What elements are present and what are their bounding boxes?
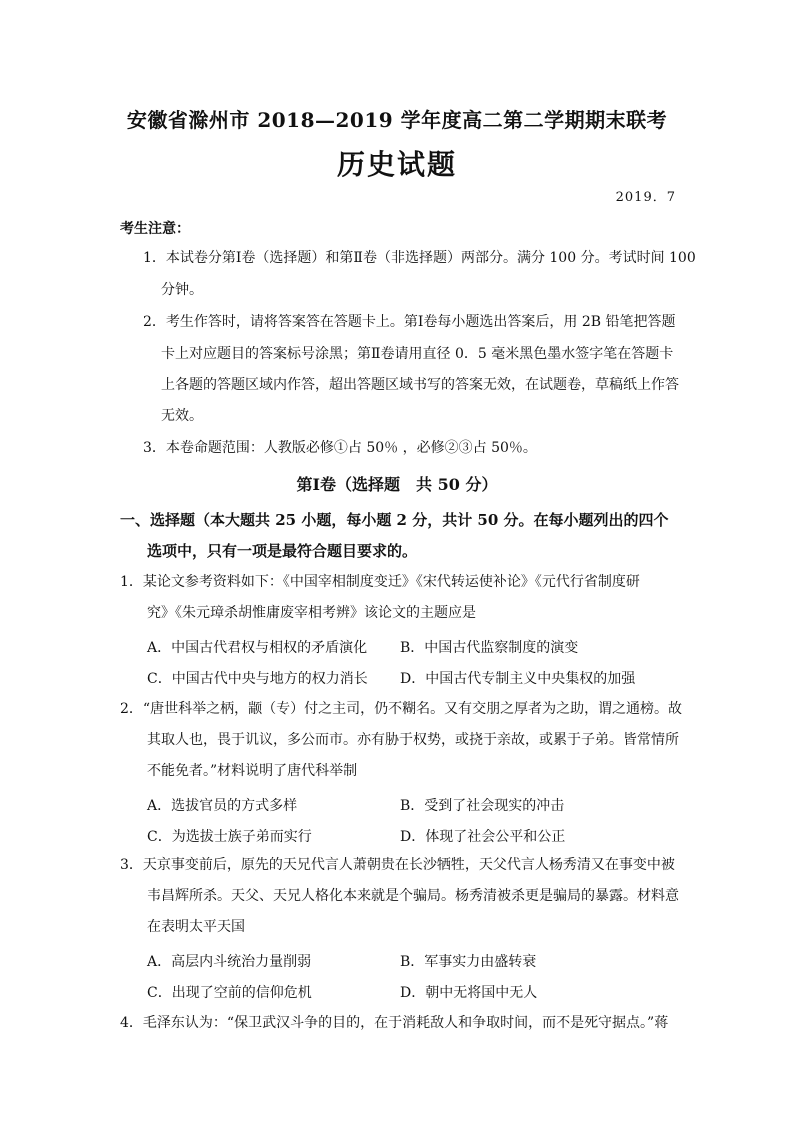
option-a: A．选拔官员的方式多样 <box>147 798 298 814</box>
notice-line: 3．本卷命题范围：人教版必修①占 50％ ，必修②③占 50％。 <box>143 440 537 456</box>
subject-title: 历史试题 <box>336 148 457 181</box>
question-text: 3．天京事变前后，原先的天兄代言人萧朝贵在长沙牺牲，天父代言人杨秀清又在事变中被 <box>120 857 675 873</box>
question-text: 1．某论文参考资料如下：《中国宰相制度变迁》《宋代转运使补论》《元代行省制度研 <box>120 574 640 590</box>
question-text: 韦昌辉所杀。天父、天兄人格化本来就是个骗局。杨秀清被杀更是骗局的暴露。材料意 <box>147 888 679 904</box>
question-text: 其取人也，畏于讥议，多公而市。亦有胁于权势，或挠于亲故，或累于子弟。皆常情所 <box>147 732 679 748</box>
question-text: 究》《朱元璋杀胡惟庸废宰相考辨》该论文的主题应是 <box>147 605 476 621</box>
exam-title: 安徽省滁州市 2018—2019 学年度高二第二学期期末联考 <box>126 108 668 132</box>
question-text: 在表明太平天国 <box>147 919 245 935</box>
exam-date: 2019．7 <box>615 190 676 205</box>
notice-line: 上各题的答题区域内作答，超出答题区域书写的答案无效，在试题卷，草稿纸上作答 <box>161 377 679 393</box>
notice-line: 无效。 <box>161 408 203 424</box>
notice-line: 分钟。 <box>161 282 203 298</box>
option-b: B．中国古代监察制度的演变 <box>400 640 579 656</box>
section-heading: 第Ⅰ卷（选择题 共 50 分） <box>296 475 498 494</box>
option-b: B．军事实力由盛转衰 <box>400 954 537 970</box>
part-instruction: 选项中，只有一项是最符合题目要求的。 <box>147 542 418 560</box>
notice-line: 卡上对应题目的答案标号涂黑；第Ⅱ卷请用直径 0．5 毫米黑色墨水签字笔在答题卡 <box>161 346 674 362</box>
option-c: C．中国古代中央与地方的权力消长 <box>147 671 368 687</box>
notice-line: 2．考生作答时，请将答案答在答题卡上。第Ⅰ卷每小题选出答案后，用 2B 铅笔把答题 <box>143 314 676 330</box>
question-text: 2．“唐世科举之柄，颛（专）付之主司，仍不糊名。又有交朋之厚者为之助，谓之通榜。故 <box>120 701 683 717</box>
option-d: D．体现了社会公平和公正 <box>400 829 566 845</box>
question-text: 4．毛泽东认为：“保卫武汉斗争的目的，在于消耗敌人和争取时间，而不是死守据点。”蒋 <box>120 1015 669 1031</box>
option-d: D．朝中无将国中无人 <box>400 985 538 1001</box>
question-text: 不能免者。”材料说明了唐代科举制 <box>147 763 358 779</box>
option-c: C．出现了空前的信仰危机 <box>147 985 312 1001</box>
notice-heading: 考生注意： <box>120 221 190 237</box>
option-d: D．中国古代专制主义中央集权的加强 <box>400 671 636 687</box>
option-a: A．高层内斗统治力量削弱 <box>147 954 312 970</box>
notice-line: 1．本试卷分第Ⅰ卷（选择题）和第Ⅱ卷（非选择题）两部分。满分 100 分。考试时间 100 <box>143 250 696 266</box>
option-a: A．中国古代君权与相权的矛盾演化 <box>147 640 368 656</box>
option-b: B．受到了社会现实的冲击 <box>400 798 565 814</box>
part-instruction: 一、选择题（本大题共 25 小题，每小题 2 分，共计 50 分。在每小题列出的四个 <box>120 511 669 529</box>
option-c: C．为选拔士族子弟而实行 <box>147 829 312 845</box>
